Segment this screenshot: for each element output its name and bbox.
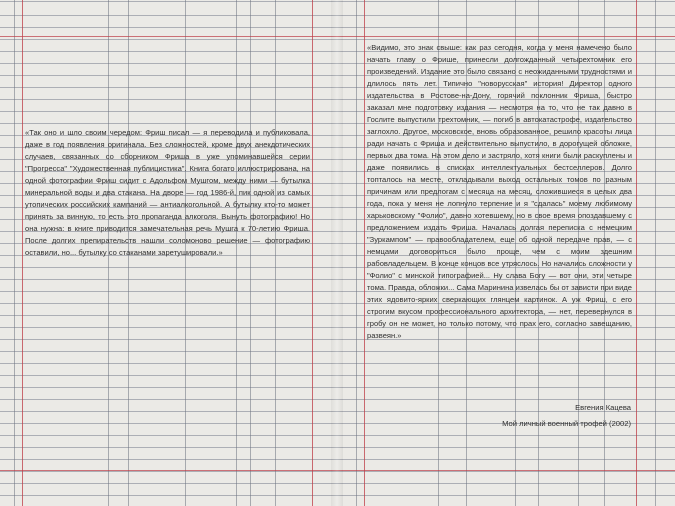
- left-quote-text: «Так оно и шло своим чередом: Фриш писал — я переводила и публиковала, даже в год появления оригинала. Без сложностей, кроме двух анекдотических случаев, связанных со сборником Фриша в уже упоминавшейся серии "Прогресса" "Художественная публицистика". Книга богато иллюстрирована, на одной фотографии Фриш сидит с Адольфом Мушгом, между ними — бутылка минеральной воды и два стакана. На дворе — год 1986-й, пик одной из самых утопических российских кампаний — антиалкогольной. А бутылку кто-то может принять за винную, то есть это пропаганда алкоголя. Вынуть фотографию! Но она нужна: в книге приводится замечательная речь Мушга к 70-летию Фриша. После долгих препирательств нашли соломоново решение — фотографию оставили, но... бутылку со стаканами заретушировали.»: [25, 128, 310, 257]
- left-page-quote: [25, 127, 310, 259]
- margin-line: [364, 0, 365, 506]
- margin-line: [22, 0, 23, 506]
- page-gutter: [331, 0, 343, 506]
- margin-line: [636, 0, 637, 506]
- right-quote-text: «Видимо, это знак свыше: как раз сегодня, когда у меня намечено было начать главу о Фрише, принесли долгожданный четырехтомник его произведений. Издание это было связано с неожиданными трудностями и длилось пять лет. Типично "новорусская" история! Директор одного издательства в Ростове-на-Дону, горячий поклонник Фриша, быстро заказал мне подготовку издания — несмотря на то, что не так давно в Гослите выпустили трехтомник, — погиб в автокатастрофе, издательство заглохло. Другое, московское, вновь образованное, решило красоты лица ради начать с Фриша и действительно выпустило, в дорогущей обложке, первых два тома. На этом дело и застряло, хотя книги были раскуплены и даже появились в списках интеллектуальных бестселлеров. Долго топталось на месте, откладывали выход остальных томов по разным причинам или предлогам с месяца на месяц, сложившиеся в целых два года, пока у меня не лопнуло терпение и я "сдалась" моему любимому харьковскому "Фолио", давно хотевшему, но в свое время опоздавшему с предложением издать Фриша. Началась долгая переписка с немецким "Зуркампом" — правообладателем, еще об одной передаче прав, — с немцами договориться было проще, чем с моим здешним рабовладельцем. В конце концов все утряслось. Но начались сложности у "Фолио" с минской типографией... Ну слава Богу — вот они, эти четыре тома. Правда, обложки... Сама Маринина извелась бы от зависти при виде этих ядовито-ярких сверкающих глянцем картинок. А уж Фриш, с его строгим вкусом профессионального архитектора, — нет, перевернулся в гробу он не может, но только потому, что прах его, согласно завещанию, развеян.»: [367, 43, 632, 340]
- margin-line: [312, 0, 313, 506]
- grid-line: [356, 0, 357, 506]
- quote-source: Мой личный военный трофей (2002): [502, 419, 631, 428]
- grid-line: [655, 0, 656, 506]
- grid-line: [14, 0, 15, 506]
- right-page-quote: [367, 42, 632, 342]
- quote-author: Евгения Кацева: [575, 403, 631, 412]
